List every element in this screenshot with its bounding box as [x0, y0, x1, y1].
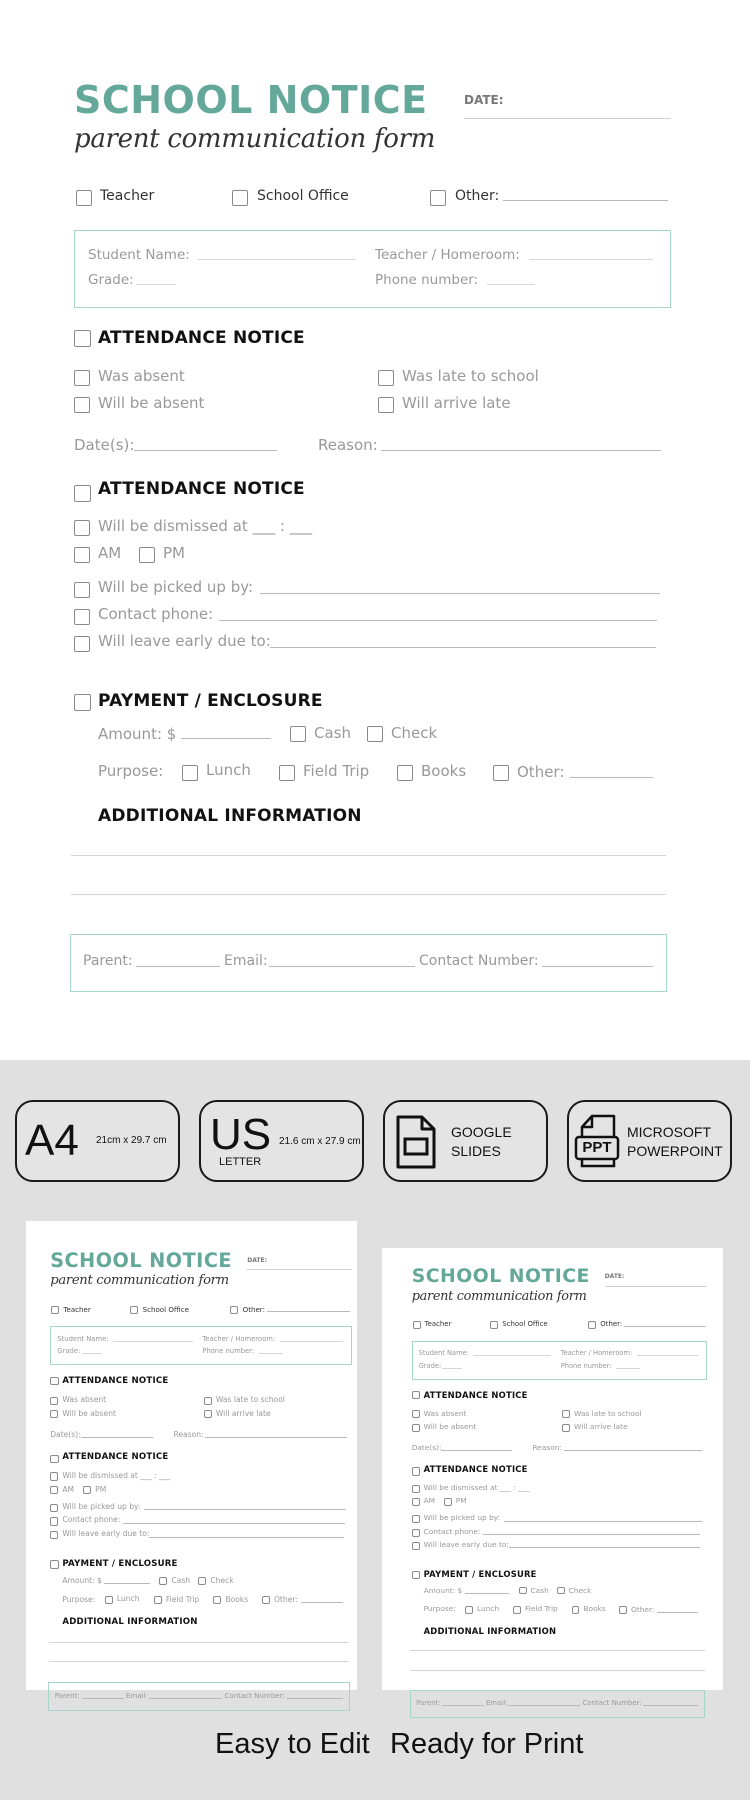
books-label: Books — [583, 1604, 606, 1614]
teacher-homeroom-label: Teacher / Homeroom: — [560, 1349, 633, 1358]
picked-up-field[interactable] — [260, 593, 660, 594]
contact-number-field[interactable] — [542, 966, 653, 967]
phone-number-field[interactable] — [259, 1353, 283, 1354]
form-subtitle: parent communication form — [411, 1288, 587, 1304]
form-title: SCHOOL NOTICE — [411, 1265, 590, 1287]
date-field[interactable] — [605, 1286, 707, 1287]
will-be-dismissed-label: Will be dismissed at ___ : ___ — [423, 1483, 530, 1493]
ppt-file-icon — [574, 1113, 620, 1171]
checkbox-books[interactable] — [572, 1606, 580, 1614]
badge-us-big: US — [210, 1110, 272, 1159]
dates-field[interactable] — [441, 1450, 512, 1451]
contact-phone-label: Contact phone: — [423, 1526, 481, 1536]
checkbox-cash[interactable] — [519, 1587, 527, 1595]
additional-info-line-2[interactable] — [71, 894, 666, 895]
additional-info-line-1[interactable] — [71, 855, 666, 856]
checkbox-am[interactable] — [412, 1498, 420, 1506]
email-field[interactable] — [149, 1698, 223, 1699]
contact-phone-field[interactable] — [219, 620, 657, 621]
picked-up-label: Will be picked up by: — [98, 578, 254, 596]
checkbox-payment[interactable] — [50, 1560, 59, 1569]
leave-early-field[interactable] — [149, 1537, 344, 1538]
badge-a4-size: 21cm x 29.7 cm — [96, 1135, 167, 1146]
checkbox-will-be-dismissed[interactable] — [74, 520, 90, 536]
date-label: DATE: — [604, 1273, 625, 1281]
form-title: SCHOOL NOTICE — [50, 1249, 233, 1273]
checkbox-contact-phone[interactable] — [74, 609, 90, 625]
checkbox-will-be-absent[interactable] — [412, 1424, 420, 1432]
checkbox-purpose-other[interactable] — [493, 765, 509, 781]
purpose-label: Purpose: — [62, 1594, 96, 1604]
student-name-label: Student Name: — [418, 1349, 469, 1358]
checkbox-was-absent[interactable] — [412, 1410, 420, 1418]
books-label: Books — [225, 1594, 249, 1604]
reason-label: Reason: — [318, 436, 378, 454]
option-other-label: Other: — [455, 188, 500, 204]
grade-label: Grade: — [88, 272, 134, 288]
additional-info-line-1[interactable] — [49, 1642, 349, 1643]
contact-number-field[interactable] — [287, 1698, 343, 1699]
am-label: AM — [423, 1496, 436, 1506]
badge-ppt-line1: MICROSOFT — [627, 1124, 711, 1140]
checkbox-lunch[interactable] — [465, 1606, 473, 1614]
field-trip-label: Field Trip — [165, 1594, 200, 1604]
additional-info-heading: ADDITIONAL INFORMATION — [62, 1616, 198, 1627]
checkbox-leave-early[interactable] — [50, 1531, 58, 1539]
checkbox-books[interactable] — [213, 1596, 221, 1604]
attendance-heading: ATTENDANCE NOTICE — [423, 1389, 528, 1400]
checkbox-will-be-dismissed[interactable] — [412, 1485, 420, 1493]
additional-info-line-2[interactable] — [410, 1670, 705, 1671]
checkbox-other[interactable] — [588, 1321, 596, 1329]
amount-field[interactable] — [104, 1583, 149, 1584]
ppt-icon-text: PPT — [582, 1139, 612, 1156]
checkbox-attendance-notice[interactable] — [412, 1391, 420, 1399]
email-label: Email: — [224, 953, 268, 969]
purpose-other-field[interactable] — [657, 1612, 698, 1613]
other-recipient-field[interactable] — [503, 200, 668, 201]
dates-label: Date(s): — [50, 1430, 81, 1440]
am-label: AM — [98, 544, 122, 562]
contact-number-label: Contact Number: — [224, 1691, 285, 1701]
teacher-homeroom-label: Teacher / Homeroom: — [202, 1334, 276, 1343]
will-be-absent-label: Will be absent — [98, 394, 205, 412]
amount-label: Amount: $ — [423, 1586, 463, 1596]
payment-heading: PAYMENT / ENCLOSURE — [62, 1558, 178, 1569]
checkbox-was-late[interactable] — [204, 1397, 212, 1405]
picked-up-field[interactable] — [144, 1509, 346, 1510]
will-arrive-late-label: Will arrive late — [574, 1422, 628, 1432]
leave-early-label: Will leave early due to: — [98, 632, 271, 650]
contact-number-label: Contact Number: — [419, 953, 539, 969]
checkbox-will-arrive-late[interactable] — [378, 397, 394, 413]
additional-info-line-2[interactable] — [49, 1661, 349, 1662]
parent-label: Parent: — [54, 1691, 80, 1701]
reason-field[interactable] — [564, 1450, 703, 1451]
other-recipient-field[interactable] — [267, 1311, 350, 1312]
format-badge-google-slides — [383, 1100, 548, 1182]
student-name-field[interactable] — [198, 259, 356, 260]
badge-us-size: 21.6 cm x 27.9 cm — [279, 1136, 361, 1147]
amount-label: Amount: $ — [98, 725, 177, 743]
date-label: DATE: — [247, 1256, 268, 1264]
option-other-label: Other: — [600, 1320, 623, 1329]
student-name-field[interactable] — [113, 1341, 193, 1342]
badge-google-line1: GOOGLE — [451, 1124, 512, 1140]
purpose-other-field[interactable] — [570, 777, 653, 778]
checkbox-leave-early[interactable] — [412, 1542, 420, 1550]
preview-page-a4 — [26, 1221, 357, 1701]
form-subtitle: parent communication form — [50, 1272, 229, 1288]
checkbox-dismissal-notice[interactable] — [50, 1455, 59, 1464]
checkbox-will-be-absent[interactable] — [74, 397, 90, 413]
student-name-label: Student Name: — [88, 247, 190, 263]
checkbox-attendance-notice[interactable] — [74, 330, 91, 347]
other-recipient-field[interactable] — [624, 1326, 706, 1327]
pm-label: PM — [95, 1484, 107, 1494]
contact-number-field[interactable] — [643, 1705, 698, 1706]
check-label: Check — [210, 1575, 234, 1585]
checkbox-contact-phone[interactable] — [50, 1517, 58, 1525]
leave-early-field[interactable] — [509, 1547, 700, 1548]
email-label: Email: — [125, 1691, 148, 1701]
checkbox-picked-up[interactable] — [74, 582, 90, 598]
cash-label: Cash — [171, 1575, 191, 1585]
checkbox-other[interactable] — [230, 1306, 238, 1314]
student-info-box — [74, 230, 671, 308]
checkbox-pm[interactable] — [83, 1486, 91, 1494]
option-teacher-label: Teacher — [63, 1304, 91, 1314]
checkbox-will-arrive-late[interactable] — [204, 1410, 212, 1418]
email-field[interactable] — [508, 1705, 580, 1706]
grade-field[interactable] — [442, 1368, 462, 1369]
option-teacher-label: Teacher — [424, 1320, 452, 1329]
will-be-absent-label: Will be absent — [62, 1408, 117, 1418]
easy-to-edit-label: Easy to Edit — [215, 1728, 370, 1760]
dismissal-heading: ATTENDANCE NOTICE — [423, 1464, 528, 1475]
contact-phone-label: Contact phone: — [98, 605, 214, 623]
teacher-homeroom-field[interactable] — [637, 1355, 698, 1356]
google-slides-icon — [395, 1114, 437, 1170]
checkbox-was-absent[interactable] — [74, 370, 90, 386]
contact-number-label: Contact Number: — [582, 1698, 642, 1707]
checkbox-teacher[interactable] — [413, 1321, 421, 1329]
pm-label: PM — [163, 544, 185, 562]
check-label: Check — [568, 1585, 592, 1595]
checkbox-pm[interactable] — [444, 1498, 452, 1506]
phone-number-label: Phone number: — [375, 272, 479, 288]
checkbox-purpose-other[interactable] — [262, 1596, 270, 1604]
checkbox-was-late[interactable] — [562, 1410, 570, 1418]
dates-label: Date(s): — [411, 1443, 442, 1453]
student-info-box — [50, 1326, 351, 1365]
email-field[interactable] — [269, 966, 415, 967]
was-late-label: Was late to school — [215, 1395, 285, 1405]
checkbox-picked-up[interactable] — [50, 1504, 58, 1512]
badge-ppt-line2: POWERPOINT — [627, 1143, 723, 1159]
ready-for-print-label: Ready for Print — [390, 1728, 584, 1760]
payment-heading: PAYMENT / ENCLOSURE — [423, 1569, 537, 1580]
checkbox-dismissal-notice[interactable] — [412, 1467, 420, 1475]
reason-field[interactable] — [205, 1437, 346, 1438]
attendance-heading: ATTENDANCE NOTICE — [62, 1375, 169, 1386]
checkbox-picked-up[interactable] — [412, 1515, 420, 1523]
phone-number-label: Phone number: — [560, 1361, 612, 1370]
checkbox-will-arrive-late[interactable] — [562, 1424, 570, 1432]
was-late-label: Was late to school — [402, 367, 539, 385]
checkbox-school-office[interactable] — [232, 190, 248, 206]
will-arrive-late-label: Will arrive late — [215, 1408, 271, 1418]
dismissal-heading: ATTENDANCE NOTICE — [98, 479, 305, 499]
checkbox-school-office[interactable] — [490, 1321, 498, 1329]
option-other-label: Other: — [242, 1304, 265, 1314]
parent-field[interactable] — [442, 1705, 484, 1706]
amount-field[interactable] — [181, 738, 271, 739]
pm-label: PM — [455, 1496, 467, 1506]
option-school-office-label: School Office — [502, 1320, 548, 1329]
cash-label: Cash — [530, 1585, 549, 1595]
leave-early-field[interactable] — [270, 647, 656, 648]
parent-info-box — [410, 1690, 706, 1719]
checkbox-lunch[interactable] — [105, 1596, 113, 1604]
checkbox-was-absent[interactable] — [50, 1397, 58, 1405]
leave-early-label: Will leave early due to: — [62, 1529, 150, 1539]
checkbox-contact-phone[interactable] — [412, 1529, 420, 1537]
parent-field[interactable] — [136, 966, 220, 967]
cash-label: Cash — [314, 724, 351, 742]
check-label: Check — [391, 724, 438, 742]
checkbox-pm[interactable] — [139, 547, 155, 563]
checkbox-school-office[interactable] — [130, 1306, 138, 1314]
option-teacher-label: Teacher — [100, 188, 155, 204]
checkbox-teacher[interactable] — [76, 190, 92, 206]
badge-us-sub: LETTER — [219, 1156, 262, 1168]
lunch-label: Lunch — [477, 1603, 500, 1613]
was-absent-label: Was absent — [98, 367, 185, 385]
contact-phone-field[interactable] — [483, 1534, 700, 1535]
amount-field[interactable] — [465, 1593, 510, 1594]
parent-info-box — [48, 1682, 349, 1711]
teacher-homeroom-field[interactable] — [529, 259, 653, 260]
checkbox-payment[interactable] — [74, 694, 91, 711]
checkbox-field-trip[interactable] — [279, 765, 295, 781]
additional-info-heading: ADDITIONAL INFORMATION — [98, 806, 362, 826]
purpose-other-label: Other: — [273, 1595, 298, 1605]
will-be-dismissed-label: Will be dismissed at ___ : ___ — [62, 1470, 171, 1480]
reason-label: Reason: — [173, 1430, 204, 1440]
additional-info-heading: ADDITIONAL INFORMATION — [423, 1626, 557, 1637]
checkbox-cash[interactable] — [159, 1577, 167, 1585]
checkbox-attendance-notice[interactable] — [50, 1377, 59, 1386]
will-arrive-late-label: Will arrive late — [402, 394, 511, 412]
checkbox-am[interactable] — [74, 547, 90, 563]
purpose-other-label: Other: — [630, 1604, 655, 1614]
leave-early-label: Will leave early due to: — [423, 1540, 509, 1550]
dates-label: Date(s): — [74, 436, 135, 454]
purpose-label: Purpose: — [98, 762, 164, 780]
checkbox-will-be-dismissed[interactable] — [50, 1472, 58, 1480]
parent-label: Parent: — [416, 1698, 441, 1707]
additional-info-line-1[interactable] — [410, 1650, 705, 1651]
phone-number-field[interactable] — [616, 1368, 640, 1369]
was-late-label: Was late to school — [574, 1408, 642, 1418]
attendance-heading: ATTENDANCE NOTICE — [98, 328, 305, 348]
student-name-label: Student Name: — [57, 1334, 109, 1343]
checkbox-was-late[interactable] — [378, 370, 394, 386]
teacher-homeroom-field[interactable] — [280, 1341, 343, 1342]
was-absent-label: Was absent — [62, 1395, 107, 1405]
dates-field[interactable] — [81, 1437, 153, 1438]
purpose-other-label: Other: — [517, 763, 565, 781]
checkbox-field-trip[interactable] — [154, 1596, 162, 1604]
payment-heading: PAYMENT / ENCLOSURE — [98, 691, 323, 711]
checkbox-check[interactable] — [367, 726, 383, 742]
purpose-other-field[interactable] — [301, 1602, 343, 1603]
checkbox-teacher[interactable] — [51, 1306, 59, 1314]
parent-label: Parent: — [83, 953, 133, 969]
am-label: AM — [62, 1484, 75, 1494]
student-info-box — [412, 1341, 708, 1380]
grade-field[interactable] — [136, 284, 176, 285]
checkbox-leave-early[interactable] — [74, 636, 90, 652]
checkbox-cash[interactable] — [290, 726, 306, 742]
amount-label: Amount: $ — [62, 1576, 102, 1585]
field-trip-label: Field Trip — [525, 1604, 558, 1614]
picked-up-label: Will be picked up by: — [423, 1513, 501, 1523]
grade-label: Grade: — [418, 1361, 442, 1370]
form-subtitle: parent communication form — [74, 124, 436, 154]
phone-number-field[interactable] — [487, 284, 535, 285]
format-badge-us-letter — [199, 1100, 364, 1182]
phone-number-label: Phone number: — [202, 1347, 255, 1356]
lunch-label: Lunch — [116, 1594, 140, 1604]
student-name-field[interactable] — [473, 1355, 551, 1356]
checkbox-will-be-absent[interactable] — [50, 1410, 58, 1418]
checkbox-books[interactable] — [397, 765, 413, 781]
checkbox-purpose-other[interactable] — [619, 1606, 627, 1614]
contact-phone-field[interactable] — [123, 1523, 344, 1524]
purpose-label: Purpose: — [423, 1604, 456, 1614]
email-label: Email: — [485, 1698, 508, 1707]
date-field[interactable] — [464, 118, 671, 119]
date-label: DATE: — [464, 93, 504, 107]
checkbox-am[interactable] — [50, 1486, 58, 1494]
grade-label: Grade: — [57, 1347, 81, 1356]
form-title: SCHOOL NOTICE — [74, 78, 428, 122]
books-label: Books — [421, 762, 467, 780]
will-be-absent-label: Will be absent — [423, 1422, 477, 1432]
parent-info-box — [70, 934, 667, 992]
checkbox-other[interactable] — [430, 190, 446, 206]
lunch-label: Lunch — [206, 761, 251, 779]
option-school-office-label: School Office — [142, 1304, 189, 1314]
reason-field[interactable] — [381, 450, 661, 451]
format-badge-a4 — [15, 1100, 180, 1182]
badge-a4-big: A4 — [25, 1116, 79, 1165]
teacher-homeroom-label: Teacher / Homeroom: — [375, 247, 520, 263]
grade-field[interactable] — [82, 1353, 102, 1354]
picked-up-field[interactable] — [504, 1521, 702, 1522]
checkbox-field-trip[interactable] — [513, 1606, 521, 1614]
picked-up-label: Will be picked up by: — [62, 1501, 141, 1511]
date-field[interactable] — [247, 1269, 352, 1270]
contact-phone-label: Contact phone: — [62, 1515, 121, 1525]
checkbox-lunch[interactable] — [182, 765, 198, 781]
was-absent-label: Was absent — [423, 1408, 467, 1418]
parent-field[interactable] — [82, 1698, 124, 1699]
field-trip-label: Field Trip — [303, 762, 370, 780]
checkbox-dismissal-notice[interactable] — [74, 485, 91, 502]
will-be-dismissed-label: Will be dismissed at ___ : ___ — [98, 517, 313, 535]
option-school-office-label: School Office — [257, 188, 349, 204]
checkbox-check[interactable] — [557, 1587, 565, 1595]
checkbox-check[interactable] — [198, 1577, 206, 1585]
badge-google-line2: SLIDES — [451, 1143, 501, 1159]
checkbox-payment[interactable] — [412, 1571, 420, 1579]
preview-page-us-letter — [382, 1248, 723, 1707]
format-badge-powerpoint — [567, 1100, 732, 1182]
reason-label: Reason: — [532, 1443, 562, 1453]
dismissal-heading: ATTENDANCE NOTICE — [62, 1451, 169, 1462]
dates-field[interactable] — [134, 450, 277, 451]
